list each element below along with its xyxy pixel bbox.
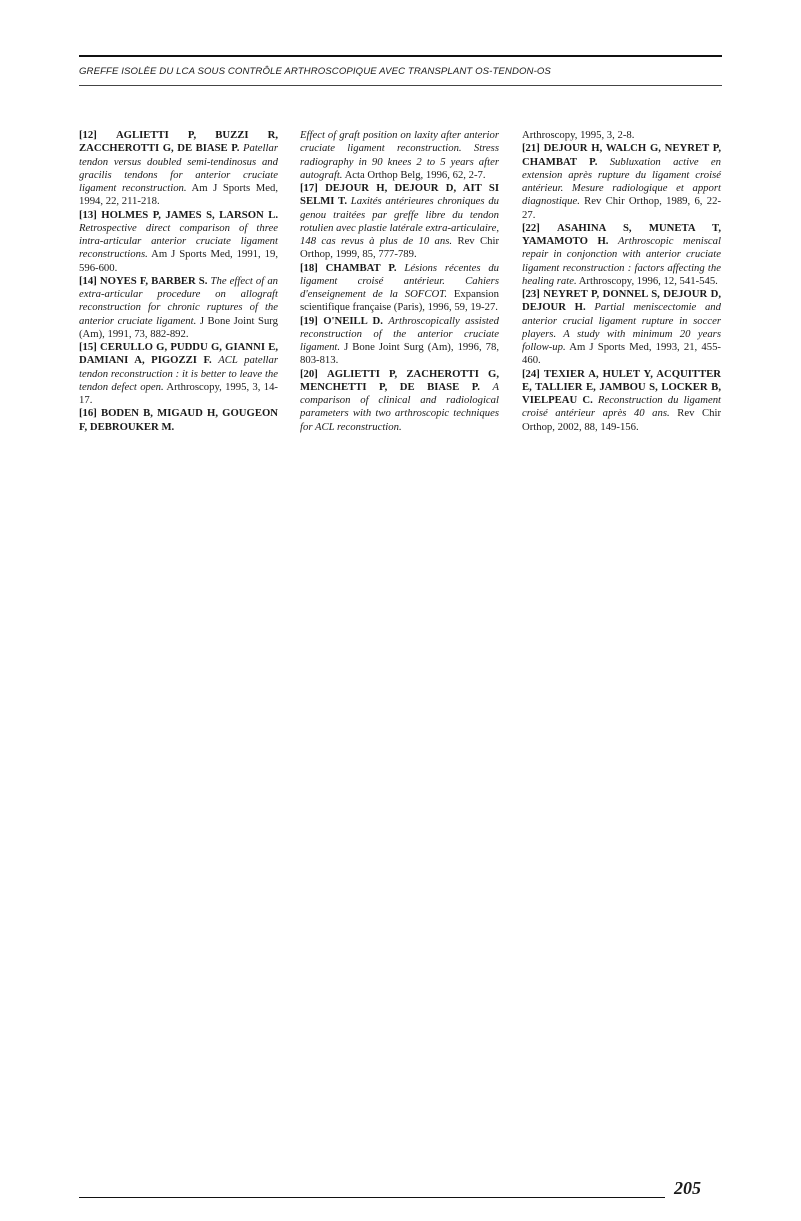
ref-source: Acta Orthop Belg, 1996, 62, 2-7. <box>344 168 486 181</box>
ref-authors: HOLMES P, JAMES S, LARSON L. <box>101 208 279 221</box>
ref-source: Expansion scientifique française (Paris), 1996, 59, 19-27. <box>300 288 499 314</box>
ref-source: Am J Sports Med, 1993, 21, 455-460. <box>522 341 721 367</box>
ref-title: The effect of an extra-articular procedure on allograft reconstruction for chronic ruptures of the anterior cruciate ligament. <box>79 274 279 327</box>
ref-authors: CERULLO G, PUDDU G, GIANNI E, DAMIANI A, PIGOZZI F. <box>79 341 279 367</box>
ref-title: Effect of graft position on laxity after anterior cruciate ligament reconstruction. Stress radiography in 90 knees 2 to 5 years after autograft. <box>300 129 499 181</box>
reference-15 <box>79 341 278 407</box>
ref-title: Partial meniscectomie and anterior crucial ligament rupture in soccer players. A study with minimum 20 years follow-up. <box>522 301 721 353</box>
ref-authors: NEYRET P, DONNEL S, DEJOUR D, DEJOUR H. <box>522 288 721 314</box>
reference-column-3 <box>522 129 721 434</box>
reference-23 <box>522 288 721 368</box>
ref-title: Subluxation active en extension après rupture du ligament croisé antérieur. Mesure radiologique et apport diagnostique. <box>522 155 722 208</box>
ref-title: Lésions récentes du ligament croisé antérieur. Cahiers d'enseignement de la SOFCOT. <box>300 261 500 300</box>
ref-number: [20] <box>300 367 318 380</box>
top-rule <box>79 55 722 57</box>
reference-17 <box>300 182 499 262</box>
ref-title: Laxités antérieures chroniques du genou traitées par greffe libre du tendon rotulien avec plastie latérale extra-articulaire, 148 cas revus à plus de 10 ans. <box>300 195 500 247</box>
ref-source: Rev Chir Orthop, 1989, 6, 22-27. <box>522 195 722 221</box>
reference-16-continued <box>300 129 499 182</box>
ref-title: ACL patellar tendon reconstruction : it is better to leave the tendon defect open. <box>79 354 279 393</box>
reference-12 <box>79 129 278 209</box>
ref-number: [23] <box>522 288 540 300</box>
reference-19 <box>300 315 499 368</box>
running-head: GREFFE ISOLÈE DU LCA SOUS CONTRÔLE ARTHROSCOPIQUE AVEC TRANSPLANT OS-TENDON-OS <box>79 66 551 77</box>
ref-number: [16] <box>79 407 97 420</box>
ref-authors: NOYES F, BARBER S. <box>99 274 208 287</box>
ref-authors: ASAHINA S, MUNETA T, YAMAMOTO H. <box>522 221 721 247</box>
reference-20 <box>300 368 499 434</box>
header-rule <box>79 85 722 86</box>
ref-authors: O'NEILL D. <box>323 314 383 327</box>
reference-14 <box>79 275 278 341</box>
reference-16 <box>79 407 278 434</box>
ref-source: Arthroscopy, 1995, 3, 2-8. <box>522 129 635 141</box>
ref-number: [12] <box>79 129 97 141</box>
ref-number: [19] <box>300 314 318 327</box>
ref-number: [21] <box>522 142 540 155</box>
ref-source: Arthroscopy, 1996, 12, 541-545. <box>578 274 718 287</box>
ref-source: Rev Chir Orthop, 1999, 85, 777-789. <box>300 235 500 261</box>
ref-number: [24] <box>522 367 540 380</box>
footer-rule <box>79 1197 665 1198</box>
ref-number: [14] <box>79 274 97 287</box>
reference-column-1 <box>79 129 278 434</box>
ref-title: A comparison of clinical and radiological parameters with two arthroscopic techniques for ACL reconstruction. <box>300 380 500 433</box>
ref-number: [22] <box>522 221 540 234</box>
ref-title: Reconstruction du ligament croisé antérieur après 40 ans. <box>522 394 722 420</box>
ref-authors: AGLIETTI P, BUZZI R, ZACCHEROTTI G, DE BIASE P. <box>79 129 279 155</box>
ref-title: Arthroscopically assisted reconstruction of the anterior cruciate ligament. <box>300 314 499 353</box>
ref-authors: DEJOUR H, WALCH G, NEYRET P, CHAMBAT P. <box>522 142 722 168</box>
reference-22 <box>522 222 721 288</box>
ref-authors: CHAMBAT P. <box>325 261 397 274</box>
ref-authors: BODEN B, MIGAUD H, GOUGEON F, DEBROUKER M. <box>79 407 278 433</box>
ref-authors: TEXIER A, HULET Y, ACQUITTER E, TALLIER E, JAMBOU S, LOCKER B, VIELPEAU C. <box>522 367 722 406</box>
reference-21 <box>522 142 721 222</box>
ref-number: [13] <box>79 208 97 221</box>
ref-number: [18] <box>300 261 318 274</box>
reference-20-continued <box>522 129 721 142</box>
reference-18 <box>300 262 499 315</box>
ref-source: J Bone Joint Surg (Am), 1991, 73, 882-892. <box>79 314 278 340</box>
ref-title: Arthroscopic meniscal repair in conjonction with anterior cruciate ligament reconstruction : factors affecting the healing rate. <box>522 235 721 287</box>
reference-24 <box>522 368 721 434</box>
ref-title: Patellar tendon versus doubled semi-tendinosus and gracilis tendons for anterior cruciate ligament reconstruction. <box>79 142 278 194</box>
reference-column-2 <box>300 129 499 434</box>
ref-authors: DEJOUR H, DEJOUR D, AIT SI SELMI T. <box>300 182 499 208</box>
ref-source: Arthroscopy, 1995, 3, 14-17. <box>79 380 278 406</box>
page-number: 205 <box>674 1178 701 1198</box>
reference-13 <box>79 209 278 275</box>
ref-source: Am J Sports Med, 1991, 19, 596-600. <box>79 248 278 274</box>
ref-source: Am J Sports Med, 1994, 22, 211-218. <box>79 182 278 208</box>
ref-source: Rev Chir Orthop, 2002, 88, 149-156. <box>522 407 722 433</box>
ref-source: J Bone Joint Surg (Am), 1996, 78, 803-813. <box>300 341 499 367</box>
ref-number: [17] <box>300 182 318 194</box>
ref-authors: AGLIETTI P, ZACHEROTTI G, MENCHETTI P, DE BIASE P. <box>300 367 499 393</box>
ref-title: Retrospective direct comparison of three intra-articular anterior cruciate ligament reconstructions. <box>79 221 278 261</box>
ref-number: [15] <box>79 341 97 353</box>
